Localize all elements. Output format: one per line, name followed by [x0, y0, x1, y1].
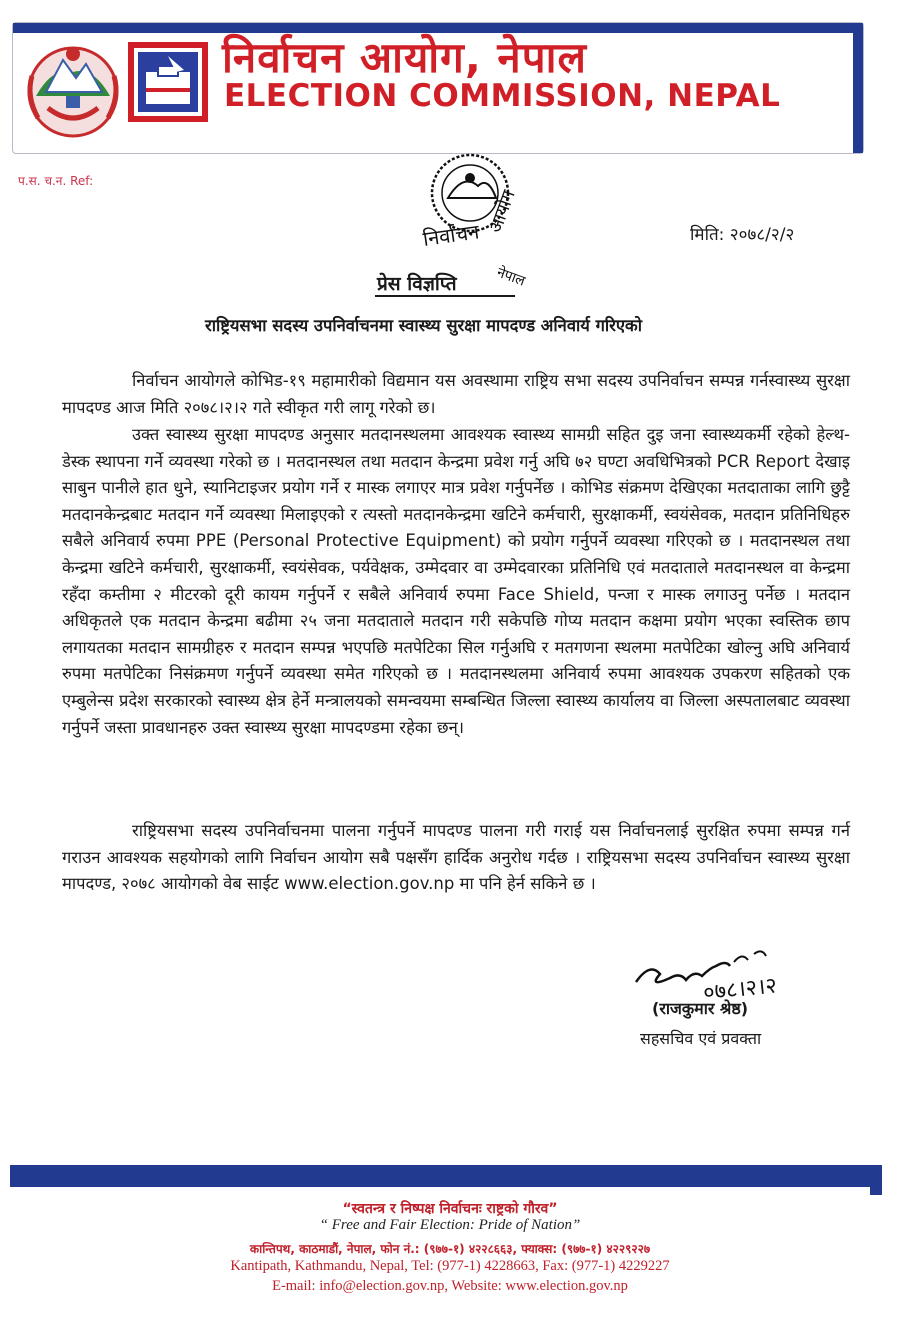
reference-label: प.स. च.न. Ref: — [18, 174, 94, 188]
press-release-title: प्रेस विज्ञप्ति — [377, 273, 457, 295]
footer-bar — [10, 1165, 882, 1195]
body-paragraph-1: निर्वाचन आयोगले कोभिड-१९ महामारीको विद्यमान यस अवस्थामा राष्ट्रिय सभा सदस्य उपनिर्वाचन सम्पन्न गर्नस्वास्थ्य सुरक्षा मापदण्ड आज मिति २०७८।२।२ गते स्वीकृत गरी लागू गरेको छ। — [62, 371, 850, 417]
footer-contact: E-mail: info@election.gov.np, Website: www.election.gov.np — [272, 1278, 628, 1294]
svg-text:नेपाल: नेपाल — [494, 264, 528, 290]
subject-line: राष्ट्रियसभा सदस्य उपनिर्वाचनमा स्वास्थ्य सुरक्षा मापदण्ड अनिवार्य गरिएको — [205, 316, 642, 335]
footer-address-english: Kantipath, Kathmandu, Nepal, Tel: (977-1) 4228663, Fax: (977-1) 4229227 — [230, 1258, 670, 1274]
signer-name: (राजकुमार श्रेष्ठ) — [652, 999, 749, 1018]
signer-title: सहसचिव एवं प्रवक्ता — [640, 1029, 762, 1048]
svg-text:निर्वाचन: निर्वाचन — [421, 219, 481, 251]
letterhead-side-bar — [853, 23, 863, 153]
footer-motto-nepali: “स्वतन्त्र र निष्पक्ष निर्वाचनः राष्ट्रको गौरव” — [342, 1201, 558, 1217]
signature-date: ०७८।२।२ — [702, 973, 779, 1006]
title-underline — [375, 295, 515, 297]
body-paragraph-3: राष्ट्रियसभा सदस्य उपनिर्वाचनमा पालना गर्नुपर्ने मापदण्ड पालना गरी गराई यस निर्वाचनलाई सुरक्षित रुपमा सम्पन्न गर्न गराउन आवश्यक सहयोगको लागि निर्वाचन आयोग सबै पक्षसँग हार्दिक अनुरोध गर्दछ । राष्ट्रियसभा सदस्य उपनिर्वाचन स्वास्थ्य सुरक्षा मापदण्ड, २०७८ आयोगको वेब साईट www.election.gov.np मा पनि हेर्न सकिने छ । — [62, 821, 850, 894]
svg-text:आयोग: आयोग — [484, 187, 520, 236]
national-emblem-icon — [18, 36, 128, 140]
org-name-nepali: निर्वाचन आयोग, नेपाल — [222, 33, 587, 82]
footer-motto-english: “ Free and Fair Election: Pride of Nation” — [319, 1217, 581, 1233]
org-name-english: ELECTION COMMISSION, NEPAL — [224, 78, 781, 114]
body-paragraph-2: उक्त स्वास्थ्य सुरक्षा मापदण्ड अनुसार मतदानस्थलमा आवश्यक स्वास्थ्य सामग्री सहित दुइ जना स्वास्थ्यकर्मी रहेको हेल्थ-डेस्क स्थापना गर्ने व्यवस्था गरेको छ । मतदानस्थल तथा मतदान केन्द्रमा प्रवेश गर्नु अघि ७२ घण्टा अवधिभित्रको PCR Report देखाइ साबुन पानीले हात धुने, स्यानिटाइजर प्रयोग गर्ने र मास्क लगाएर मात्र प्रवेश गर्नुपर्नेछ । कोभिड संक्रमण देखिएका मतदाताका लागि छुट्टै मतदानकेन्द्रबाट मतदान गर्ने व्यवस्था मिलाइएको र त्यस्तो मतदानकेन्द्रमा खटिने कर्मचारी, सुरक्षाकर्मी, स्वयंसेवक, मतदान प्रतिनिधिहरु सबैले अनिवार्य रुपमा PPE (Personal Protective Equipment) को प्रयोग गर्नुपर्ने व्यवस्था गरिएको छ । मतदानस्थल तथा केन्द्रमा खटिने कर्मचारी, सुरक्षाकर्मी, स्वयंसेवक, पर्यवेक्षक, उम्मेदवार वा उम्मेदवारका प्रतिनिधि एवं मतदाताले मतदानस्थल वा केन्द्रमा रहँदा कम्तीमा २ मीटरको दूरी कायम गर्नुपर्ने र सबैले अनिवार्य रुपमा Face Shield, पन्जा र मास्क लगाउनु पर्नेछ । मतदान अधिकृतले एक मतदान केन्द्रमा बढीमा २५ जना मतदाताले मतदान गरी सकेपछि गोप्य मतदान कक्षमा प्रयोग भएका स्वस्तिक छाप लगायतका मतदान सामग्रीहरु र मतदान सम्पन्न भएपछि मतपेटिका सिल गर्नुअघि र मतगणना स्थलमा मतपेटिका खोल्नु अघि अनिवार्य रुपमा मतपेटिका निसंक्रमण गर्नुपर्ने व्यवस्था समेत गरिएको छ । मतदानस्थलमा अनिवार्य रुपमा आवश्यक उपकरण सहितको एक एम्बुलेन्स प्रदेश सरकारको स्वास्थ्य क्षेत्र हेर्ने मन्त्रालयको समन्वयमा सम्बन्धित जिल्ला स्वास्थ्य कार्यालय वा जिल्ला अस्पतालबाट व्यवस्था गर्नुपर्ने जस्ता प्रावधानहरु उक्त स्वास्थ्य सुरक्षा मापदण्डमा रहेका छन्। — [62, 425, 850, 737]
footer-stripe — [10, 1165, 882, 1187]
date-line: मिति: २०७८/२/२ — [690, 225, 795, 245]
ballot-box-logo-icon — [128, 42, 208, 122]
footer-address-nepali: कान्तिपथ, काठमाडौं, नेपाल, फोन नं.: (९७७-१) ४२२८६६३, फ्याक्स: (९७७-१) ४२२९२२७ — [249, 1242, 651, 1256]
footer-accent — [870, 1165, 882, 1195]
